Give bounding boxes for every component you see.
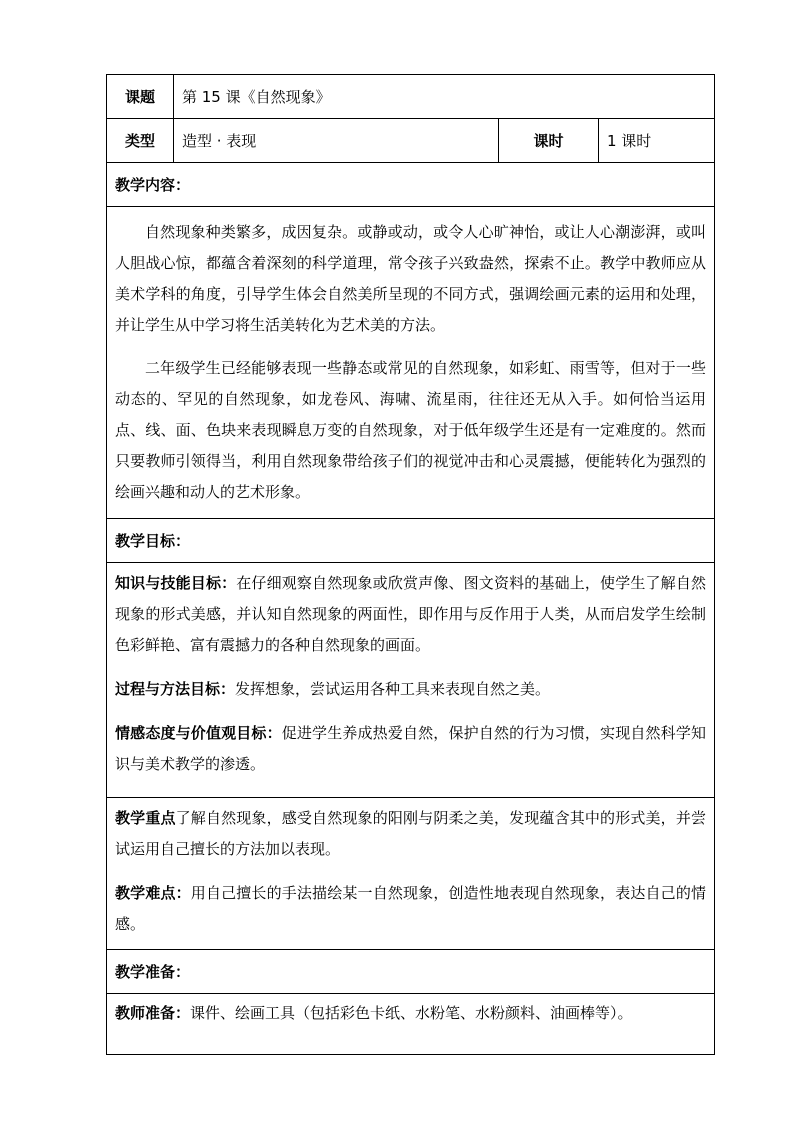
lesson-plan-table bbox=[106, 74, 715, 1055]
difficult-point-text: 用自己擅长的手法描绘某一自然现象，创造性地表现自然现象，表达自己的情感。 bbox=[115, 884, 706, 933]
teacher-prep-row bbox=[107, 994, 715, 1055]
hours-value: 1 课时 bbox=[599, 119, 715, 163]
teacher-prep bbox=[115, 1002, 706, 1024]
goal-label: 过程与方法目标： bbox=[115, 680, 236, 698]
goal-text: 发挥想象，尝试运用各种工具来表现自然之美。 bbox=[235, 680, 551, 698]
teacher-prep-body bbox=[107, 994, 715, 1055]
goal-text: 促进学生养成热爱自然，保护自然的行为习惯，实现自然科学知识与美术教学的渗透。 bbox=[115, 724, 706, 773]
difficult-point-label: 教学难点： bbox=[115, 884, 191, 902]
topic-row bbox=[107, 75, 715, 119]
goal-knowledge bbox=[115, 568, 706, 661]
goal-label: 知识与技能目标： bbox=[115, 574, 237, 592]
goals-heading: 教学目标： bbox=[107, 519, 715, 563]
teacher-prep-label: 教师准备： bbox=[115, 1004, 191, 1022]
goals-body bbox=[107, 563, 715, 798]
content-paragraph: 二年级学生已经能够表现一些静态或常见的自然现象，如彩虹、雨雪等，但对于一些动态的、罕见的自然现象，如龙卷风、海啸、流星雨，往往还无从入手。如何恰当运用点、线、面、色块来表现瞬息万变的自然现象，对于低年级学生还是有一定难度的。然而只要教师引领得当，利用自然现象带给孩子们的视觉冲击和心灵震撼，便能转化为强烈的绘画兴趣和动人的艺术形象。 bbox=[115, 359, 707, 501]
goal-attitude bbox=[115, 718, 706, 780]
key-points-row bbox=[107, 798, 715, 950]
type-row bbox=[107, 119, 715, 163]
teacher-prep-text: 课件、绘画工具（包括彩色卡纸、水粉笔、水粉颜料、油画棒等）。 bbox=[190, 1004, 633, 1022]
key-point-text: 了解自然现象，感受自然现象的阳刚与阴柔之美，发现蕴含其中的形式美，并尝试运用自己擅长的方法加以表现。 bbox=[115, 809, 706, 858]
key-point-label: 教学重点 bbox=[115, 809, 176, 827]
difficult-point bbox=[115, 878, 706, 940]
type-value: 造型 · 表现 bbox=[174, 119, 499, 163]
content-body bbox=[107, 207, 715, 519]
key-points-body bbox=[107, 798, 715, 950]
goals-body-row bbox=[107, 563, 715, 798]
goals-heading-row bbox=[107, 519, 715, 563]
content-paragraph: 自然现象种类繁多，成因复杂。或静或动，或令人心旷神怡，或让人心潮澎湃，或叫人胆战心惊，都蕴含着深刻的科学道理，常令孩子兴致盎然，探索不止。教学中教师应从美术学科的角度，引导学生体会自然美所呈现的不同方式，强调绘画元素的运用和处理，并让学生从中学习将生活美转化为艺术美的方法。 bbox=[115, 223, 707, 334]
topic-value: 第 15 课《自然现象》 bbox=[174, 75, 715, 119]
goal-text: 在仔细观察自然现象或欣赏声像、图文资料的基础上，使学生了解自然现象的形式美感，并认知自然现象的两面性，即作用与反作用于人类，从而启发学生绘制色彩鲜艳、富有震撼力的各种自然现象的画面。 bbox=[115, 574, 707, 654]
prep-heading-row bbox=[107, 950, 715, 994]
content-body-row bbox=[107, 207, 715, 519]
goal-process bbox=[115, 674, 706, 705]
type-label: 类型 bbox=[107, 119, 174, 163]
content-heading-row bbox=[107, 163, 715, 207]
hours-label: 课时 bbox=[499, 119, 599, 163]
key-point bbox=[115, 803, 706, 865]
prep-heading: 教学准备： bbox=[107, 950, 715, 994]
content-heading: 教学内容： bbox=[107, 163, 715, 207]
topic-label: 课题 bbox=[107, 75, 174, 119]
goal-label: 情感态度与价值观目标： bbox=[115, 724, 282, 742]
